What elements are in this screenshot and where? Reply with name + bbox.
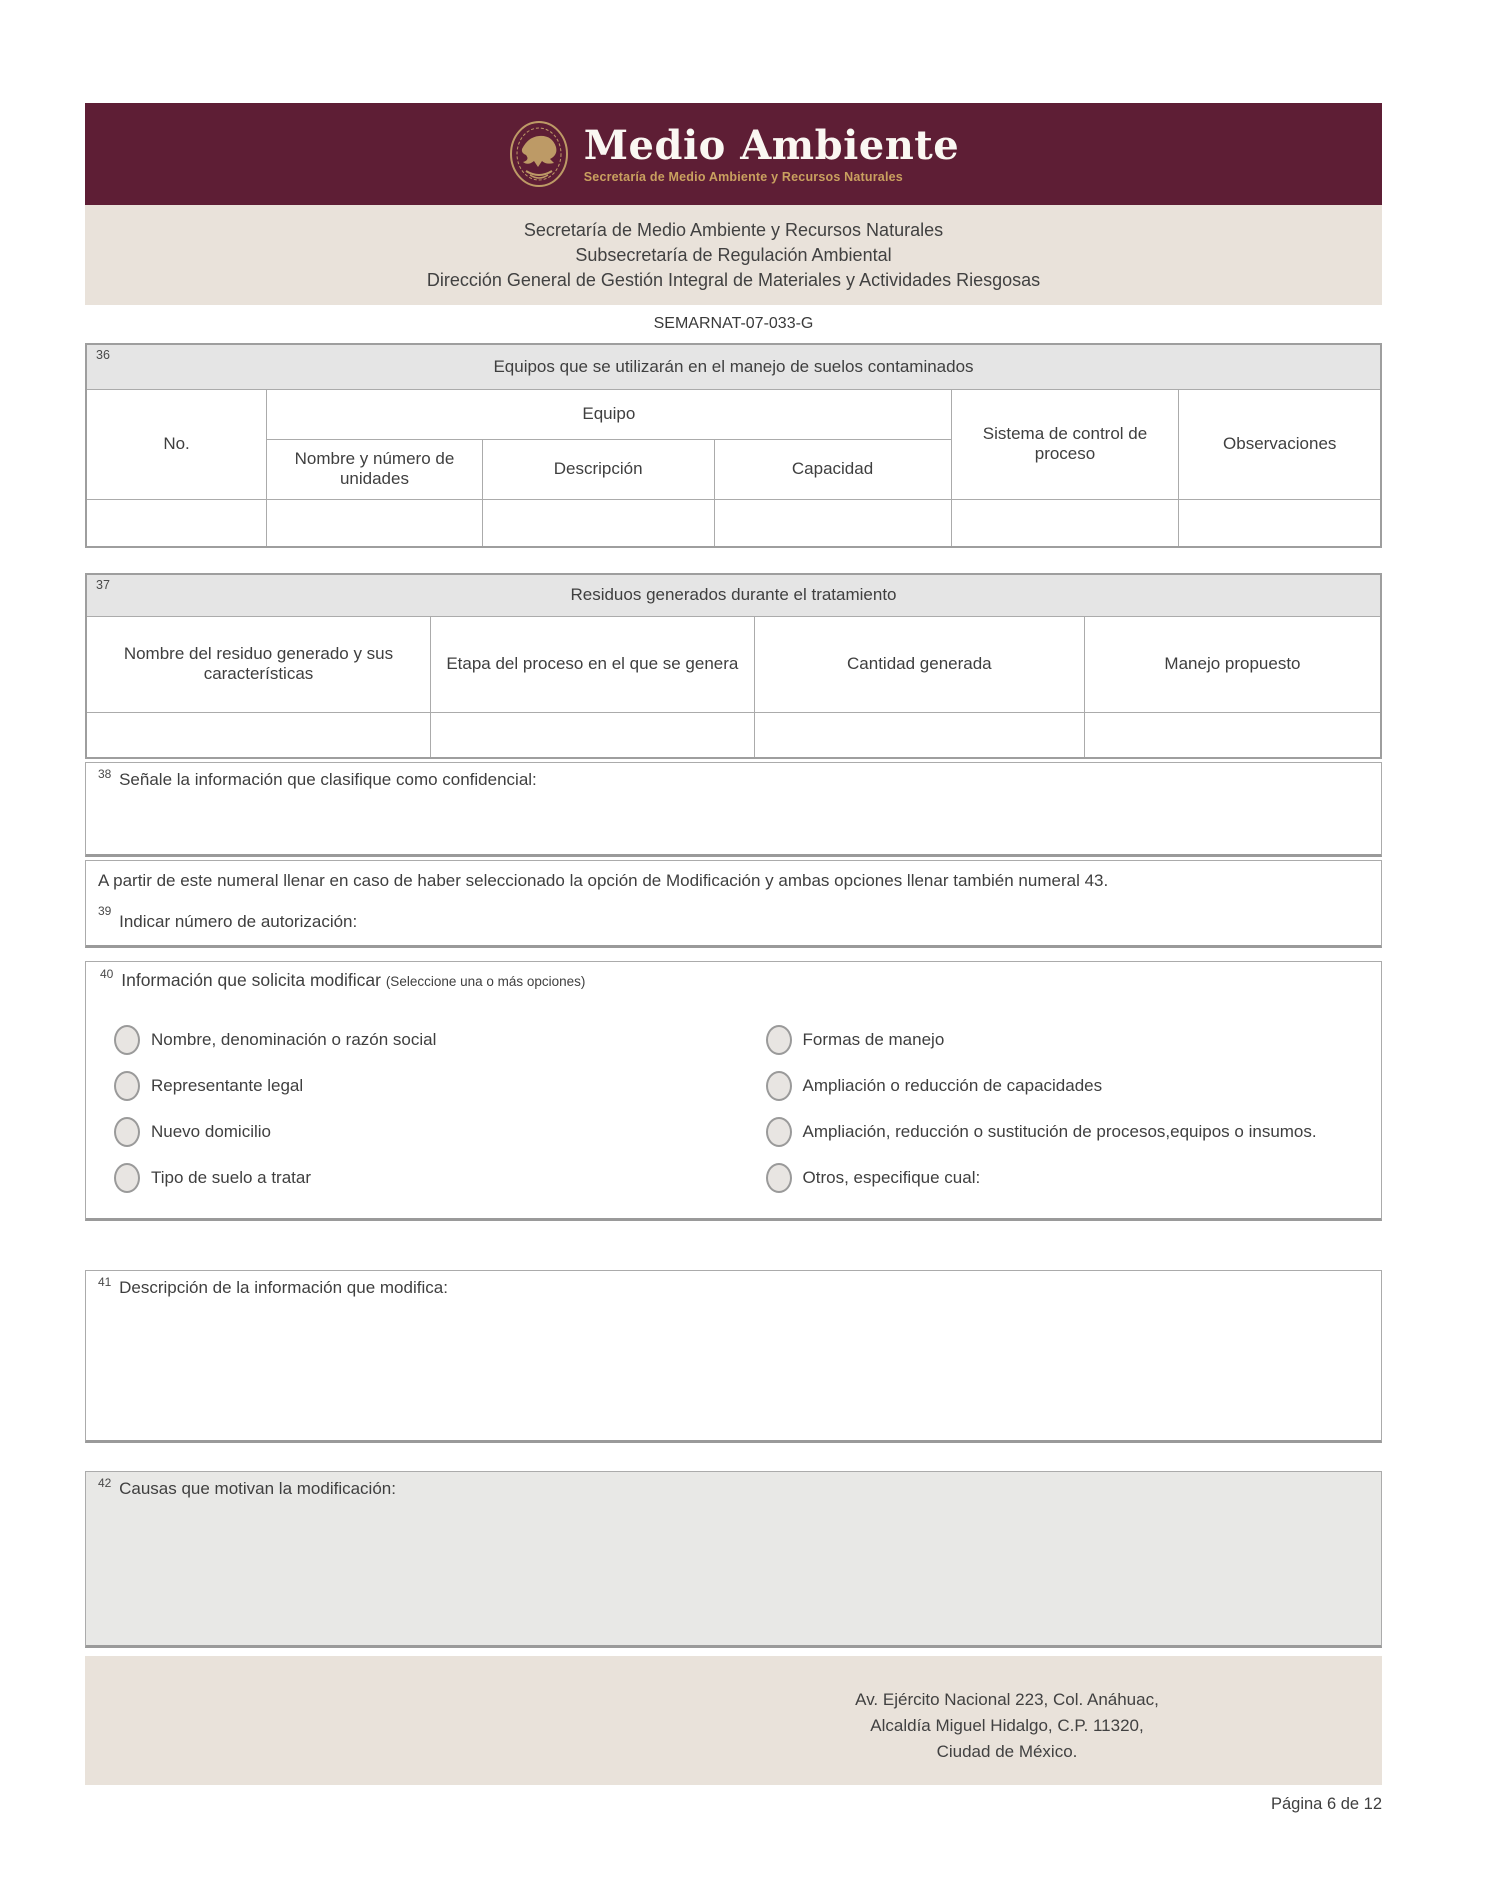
cell-nombre-residuo[interactable] [86,712,430,758]
section-40-options [114,1017,1367,1201]
page-content [85,0,1382,1814]
table-equipos [85,343,1382,548]
org-line-1: Secretaría de Medio Ambiente y Recursos Naturales [523,220,944,240]
cell-nombre-unidades[interactable] [267,499,483,547]
option-ampliacion-capacidades [766,1071,1367,1101]
col-header-etapa-proceso: Etapa del proceso en el que se genera [430,616,754,712]
section-40-label: Información que solicita modificar [121,970,381,990]
option-otros [766,1163,1367,1193]
radio-ampliacion-procesos[interactable] [766,1117,792,1147]
col-header-capacidad: Capacidad [714,439,951,499]
col-header-sistema-control: Sistema de control de proceso [951,389,1179,499]
option-label: Ampliación, reducción o sustitución de procesos,equipos o insumos. [802,1122,1317,1141]
section-41-descripcion [85,1270,1382,1443]
option-label: Ampliación o reducción de capacidades [802,1076,1103,1095]
option-label: Formas de manejo [802,1030,945,1049]
table-residuos-title: Residuos generados durante el tratamiento [570,585,897,605]
option-nombre-razon-social [114,1025,766,1055]
table-equipos-empty-row [86,499,1381,547]
address-line-1: Av. Ejército Nacional 223, Col. Anáhuac, [855,1690,1159,1709]
option-label: Nuevo domicilio [151,1122,271,1141]
semarnat-seal-icon [508,119,570,189]
section-40-number: 40 [100,967,114,981]
table-equipos-title-row [86,344,1381,389]
section-39-label: Indicar número de autorización: [119,912,358,931]
section-36-number: 36 [96,348,110,362]
radio-tipo-suelo[interactable] [114,1163,140,1193]
section-40-header [100,967,1367,991]
section-37-number: 37 [96,578,110,592]
option-formas-de-manejo [766,1025,1367,1055]
table-equipos-title: Equipos que se utilizarán en el manejo de suelos contaminados [493,356,974,376]
option-nuevo-domicilio [114,1117,766,1147]
radio-representante-legal[interactable] [114,1071,140,1101]
section-39-autorizacion [85,860,1382,948]
col-header-cantidad-generada: Cantidad generada [754,616,1084,712]
radio-ampliacion-capacidades[interactable] [766,1071,792,1101]
cell-no[interactable] [86,499,267,547]
cell-etapa-proceso[interactable] [430,712,754,758]
table-residuos-empty-row [86,712,1381,758]
section-41-label: Descripción de la información que modifica: [119,1278,448,1297]
col-header-equipo: Equipo [267,389,951,439]
section-42-label: Causas que motivan la modificación: [119,1479,396,1498]
logo-title: Medio Ambiente [583,121,960,169]
cell-capacidad[interactable] [714,499,951,547]
table-residuos-title-row [86,574,1381,616]
col-header-nombre-residuo: Nombre del residuo generado y sus características [86,616,430,712]
section-38-label: Señale la información que clasifique como confidencial: [119,770,537,789]
option-ampliacion-procesos [766,1117,1367,1147]
option-label: Tipo de suelo a tratar [151,1168,312,1187]
page-number: Página 6 de 12 [1270,1795,1382,1813]
org-band [85,205,1382,305]
gobmx-logo [508,119,959,189]
section-42-label-line [98,1476,1369,1499]
footer-band [85,1656,1382,1785]
cell-cantidad-generada[interactable] [754,712,1084,758]
cell-manejo-propuesto[interactable] [1084,712,1381,758]
section-41-number: 41 [98,1275,112,1289]
section-40-hint: (Seleccione una o más opciones) [385,974,586,989]
option-label: Nombre, denominación o razón social [151,1030,437,1049]
section-42-number: 42 [98,1476,112,1490]
section-41-label-line [98,1275,1369,1298]
section-39-number: 39 [98,904,112,918]
cell-descripcion[interactable] [482,499,714,547]
section-39-label-line [98,904,1369,932]
logo-text [583,121,960,184]
header-bar [85,103,1382,205]
address-line-3: Ciudad de México. [936,1742,1078,1761]
col-header-manejo-propuesto: Manejo propuesto [1084,616,1381,712]
radio-otros[interactable] [766,1163,792,1193]
footer-address [737,1656,1277,1765]
section-42-input-area[interactable] [98,1499,1369,1610]
radio-formas-de-manejo[interactable] [766,1025,792,1055]
section-42-causas [85,1471,1382,1648]
section-38-label-line [98,767,1369,790]
form-code: SEMARNAT-07-033-G [653,315,814,332]
table-residuos [85,573,1382,759]
option-label: Representante legal [151,1076,304,1095]
logo-subtitle: Secretaría de Medio Ambiente y Recursos Naturales [583,169,903,184]
modification-note: A partir de este numeral llenar en caso de haber seleccionado la opción de Modificación y ambas opciones llenar también numeral 43. [98,871,1109,890]
option-label: Otros, especifique cual: [802,1168,981,1187]
option-representante-legal [114,1071,766,1101]
section-38-input-area[interactable] [98,790,1369,832]
address-line-2: Alcaldía Miguel Hidalgo, C.P. 11320, [870,1716,1144,1735]
org-line-2: Subsecretaría de Regulación Ambiental [575,245,892,265]
section-41-input-area[interactable] [98,1298,1369,1407]
cell-observaciones[interactable] [1179,499,1381,547]
col-header-observaciones: Observaciones [1179,389,1381,499]
option-tipo-suelo [114,1163,766,1193]
radio-nuevo-domicilio[interactable] [114,1117,140,1147]
col-header-nombre-unidades: Nombre y número de unidades [267,439,483,499]
org-line-3: Dirección General de Gestión Integral de Materiales y Actividades Riesgosas [426,270,1041,290]
section-38-number: 38 [98,767,112,781]
section-38-confidencial [85,762,1382,857]
cell-sistema-control[interactable] [951,499,1179,547]
section-40-informacion-modificar [85,961,1382,1221]
col-header-descripcion: Descripción [482,439,714,499]
col-header-no: No. [86,389,267,499]
section-39-input-area[interactable] [362,907,1061,927]
radio-nombre-razon-social[interactable] [114,1025,140,1055]
